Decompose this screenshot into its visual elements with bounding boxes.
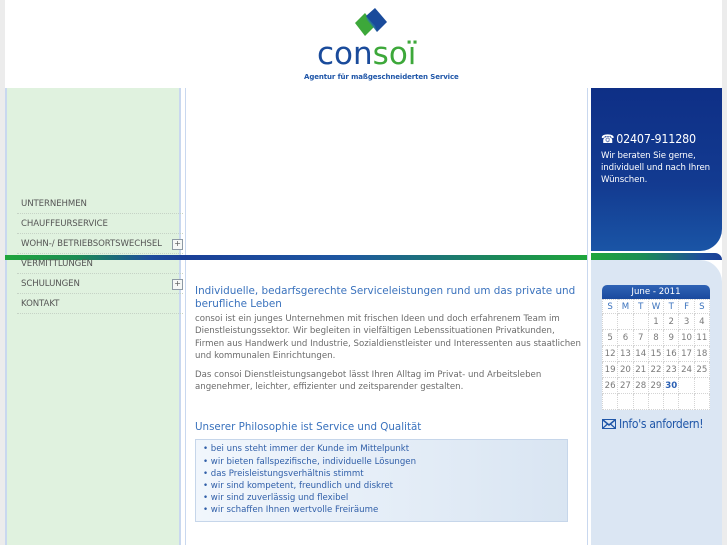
nav-item-vermittlungen[interactable]	[17, 254, 183, 274]
calendar-day	[648, 394, 663, 410]
nav-item-label: SCHULUNGEN	[21, 279, 80, 289]
calendar-day	[694, 394, 709, 410]
phone-text: 02407-911280	[616, 131, 696, 146]
calendar-day[interactable]: 1	[648, 314, 663, 330]
list-item: • wir schaffen Ihnen wertvolle Freiräume	[203, 505, 379, 516]
calendar-title: June - 2011	[602, 285, 710, 299]
logo-text-soi: soï	[372, 36, 417, 72]
right-gradient-bar	[591, 253, 722, 260]
philosophy-heading: Unserer Philosophie ist Service und Qualität	[195, 421, 422, 434]
calendar-day[interactable]: 26	[603, 378, 618, 394]
nav-item-label: VERMITTLUNGEN	[21, 259, 93, 269]
contact-panel	[591, 88, 722, 251]
calendar-day	[694, 378, 709, 394]
calendar-day[interactable]: 25	[694, 362, 709, 378]
logo-wordmark	[317, 37, 416, 71]
list-item: • wir sind zuverlässig und flexibel	[203, 493, 349, 504]
envelope-icon	[602, 419, 616, 429]
calendar-day[interactable]: 2	[664, 314, 679, 330]
calendar-day[interactable]: 28	[633, 378, 648, 394]
phone-number[interactable]	[601, 131, 696, 146]
nav-item-label: CHAUFFEURSERVICE	[21, 219, 108, 229]
calendar-day	[679, 378, 694, 394]
philosophy-list	[195, 439, 568, 521]
calendar-day[interactable]: 3	[679, 314, 694, 330]
main-content	[195, 285, 585, 522]
calendar-panel	[591, 260, 722, 545]
calendar-day	[633, 314, 648, 330]
column-divider	[587, 88, 588, 545]
calendar-day[interactable]: 12	[603, 346, 618, 362]
weekday-label: T	[664, 300, 679, 314]
calendar-day[interactable]: 27	[618, 378, 633, 394]
calendar-day	[679, 394, 694, 410]
calendar-day[interactable]: 24	[679, 362, 694, 378]
calendar-day[interactable]: 21	[633, 362, 648, 378]
calendar-day	[664, 394, 679, 410]
weekday-label: S	[603, 300, 618, 314]
calendar-day[interactable]: 6	[618, 330, 633, 346]
logo[interactable]	[304, 6, 459, 82]
calendar-day[interactable]: 5	[603, 330, 618, 346]
offer-paragraph: Das consoi Dienstleistungsangebot lässt Ihren Alltag im Privat- und Arbeitsleben angenehmer, leichter, effizienter und zeitsparender gestalten.	[195, 369, 542, 393]
calendar-day	[633, 394, 648, 410]
calendar-day	[618, 394, 633, 410]
calendar-day[interactable]: 16	[664, 346, 679, 362]
advice-text: Wir beraten Sie gerne, individuell und nach Ihren Wünschen.	[601, 151, 711, 185]
calendar-day[interactable]: 14	[633, 346, 648, 362]
page-frame	[5, 0, 722, 545]
calendar-grid	[602, 299, 710, 410]
weekday-label: T	[633, 300, 648, 314]
intro-paragraph: consoi ist ein junges Unternehmen mit frischen Ideen und doch erfahrenem Team im Dienstleistungssektor. Wir begleiten in vielfältigen Lebenssituationen Privatkunden, Firmen aus Handwerk und Industrie, Sozialdienstleister und Interessenten aus staatlichen und kommunalen Einrichtungen.	[195, 314, 581, 362]
weekday-label: S	[694, 300, 709, 314]
expand-plus-icon[interactable]: +	[172, 239, 183, 250]
calendar-day[interactable]: 23	[664, 362, 679, 378]
list-item: • wir sind kompetent, freundlich und diskret	[203, 481, 394, 492]
calendar-day[interactable]: 18	[694, 346, 709, 362]
calendar-day[interactable]: 9	[664, 330, 679, 346]
nav-item-label: KONTAKT	[21, 299, 60, 309]
calendar-day[interactable]: 7	[633, 330, 648, 346]
calendar-day[interactable]: 29	[648, 378, 663, 394]
calendar-day[interactable]: 11	[694, 330, 709, 346]
logo-text-con: con	[317, 36, 373, 72]
list-item: • das Preisleistungsverhältnis stimmt	[203, 468, 364, 479]
nav-item-schulungen[interactable]	[17, 274, 183, 294]
calendar	[602, 285, 710, 410]
nav-item-unternehmen[interactable]	[17, 194, 183, 214]
calendar-day[interactable]: 17	[679, 346, 694, 362]
list-item: • wir bieten fallspezifische, individuelle Lösungen	[203, 456, 417, 467]
phone-icon: ☎	[601, 132, 615, 146]
expand-plus-icon[interactable]: +	[172, 279, 183, 290]
calendar-day[interactable]: 4	[694, 314, 709, 330]
main-gradient-bar	[185, 255, 587, 260]
calendar-day[interactable]: 13	[618, 346, 633, 362]
calendar-day[interactable]: 22	[648, 362, 663, 378]
weekday-label: M	[618, 300, 633, 314]
calendar-day[interactable]: 8	[648, 330, 663, 346]
column-divider	[185, 88, 186, 545]
calendar-day[interactable]: 20	[618, 362, 633, 378]
request-info-link[interactable]	[602, 417, 703, 431]
request-info-label: Info's anfordern!	[619, 417, 704, 431]
calendar-day	[603, 394, 618, 410]
calendar-day[interactable]: 10	[679, 330, 694, 346]
list-item: • bei uns steht immer der Kunde im Mittelpunkt	[203, 444, 410, 455]
left-sidebar	[5, 88, 181, 545]
nav-item-kontakt[interactable]	[17, 294, 183, 314]
calendar-day[interactable]: 19	[603, 362, 618, 378]
calendar-day[interactable]: 15	[648, 346, 663, 362]
page-heading: Individuelle, bedarfsgerechte Serviceleistungen rund um das private und berufliche Leben	[195, 285, 576, 310]
main-navigation	[17, 194, 183, 314]
nav-item-chauffeurservice[interactable]	[17, 214, 183, 234]
logo-tagline: Agentur für maßgeschneiderten Service	[304, 73, 459, 81]
nav-item-label: WOHN-/ BETRIEBSORTSWECHSEL	[21, 239, 162, 249]
nav-item-label: UNTERNEHMEN	[21, 199, 87, 209]
calendar-day-today[interactable]: 30	[664, 378, 679, 394]
calendar-day	[618, 314, 633, 330]
calendar-day	[603, 314, 618, 330]
nav-item-wohn-betriebsortswechsel[interactable]	[17, 234, 183, 254]
weekday-label: F	[679, 300, 694, 314]
weekday-label: W	[648, 300, 663, 314]
